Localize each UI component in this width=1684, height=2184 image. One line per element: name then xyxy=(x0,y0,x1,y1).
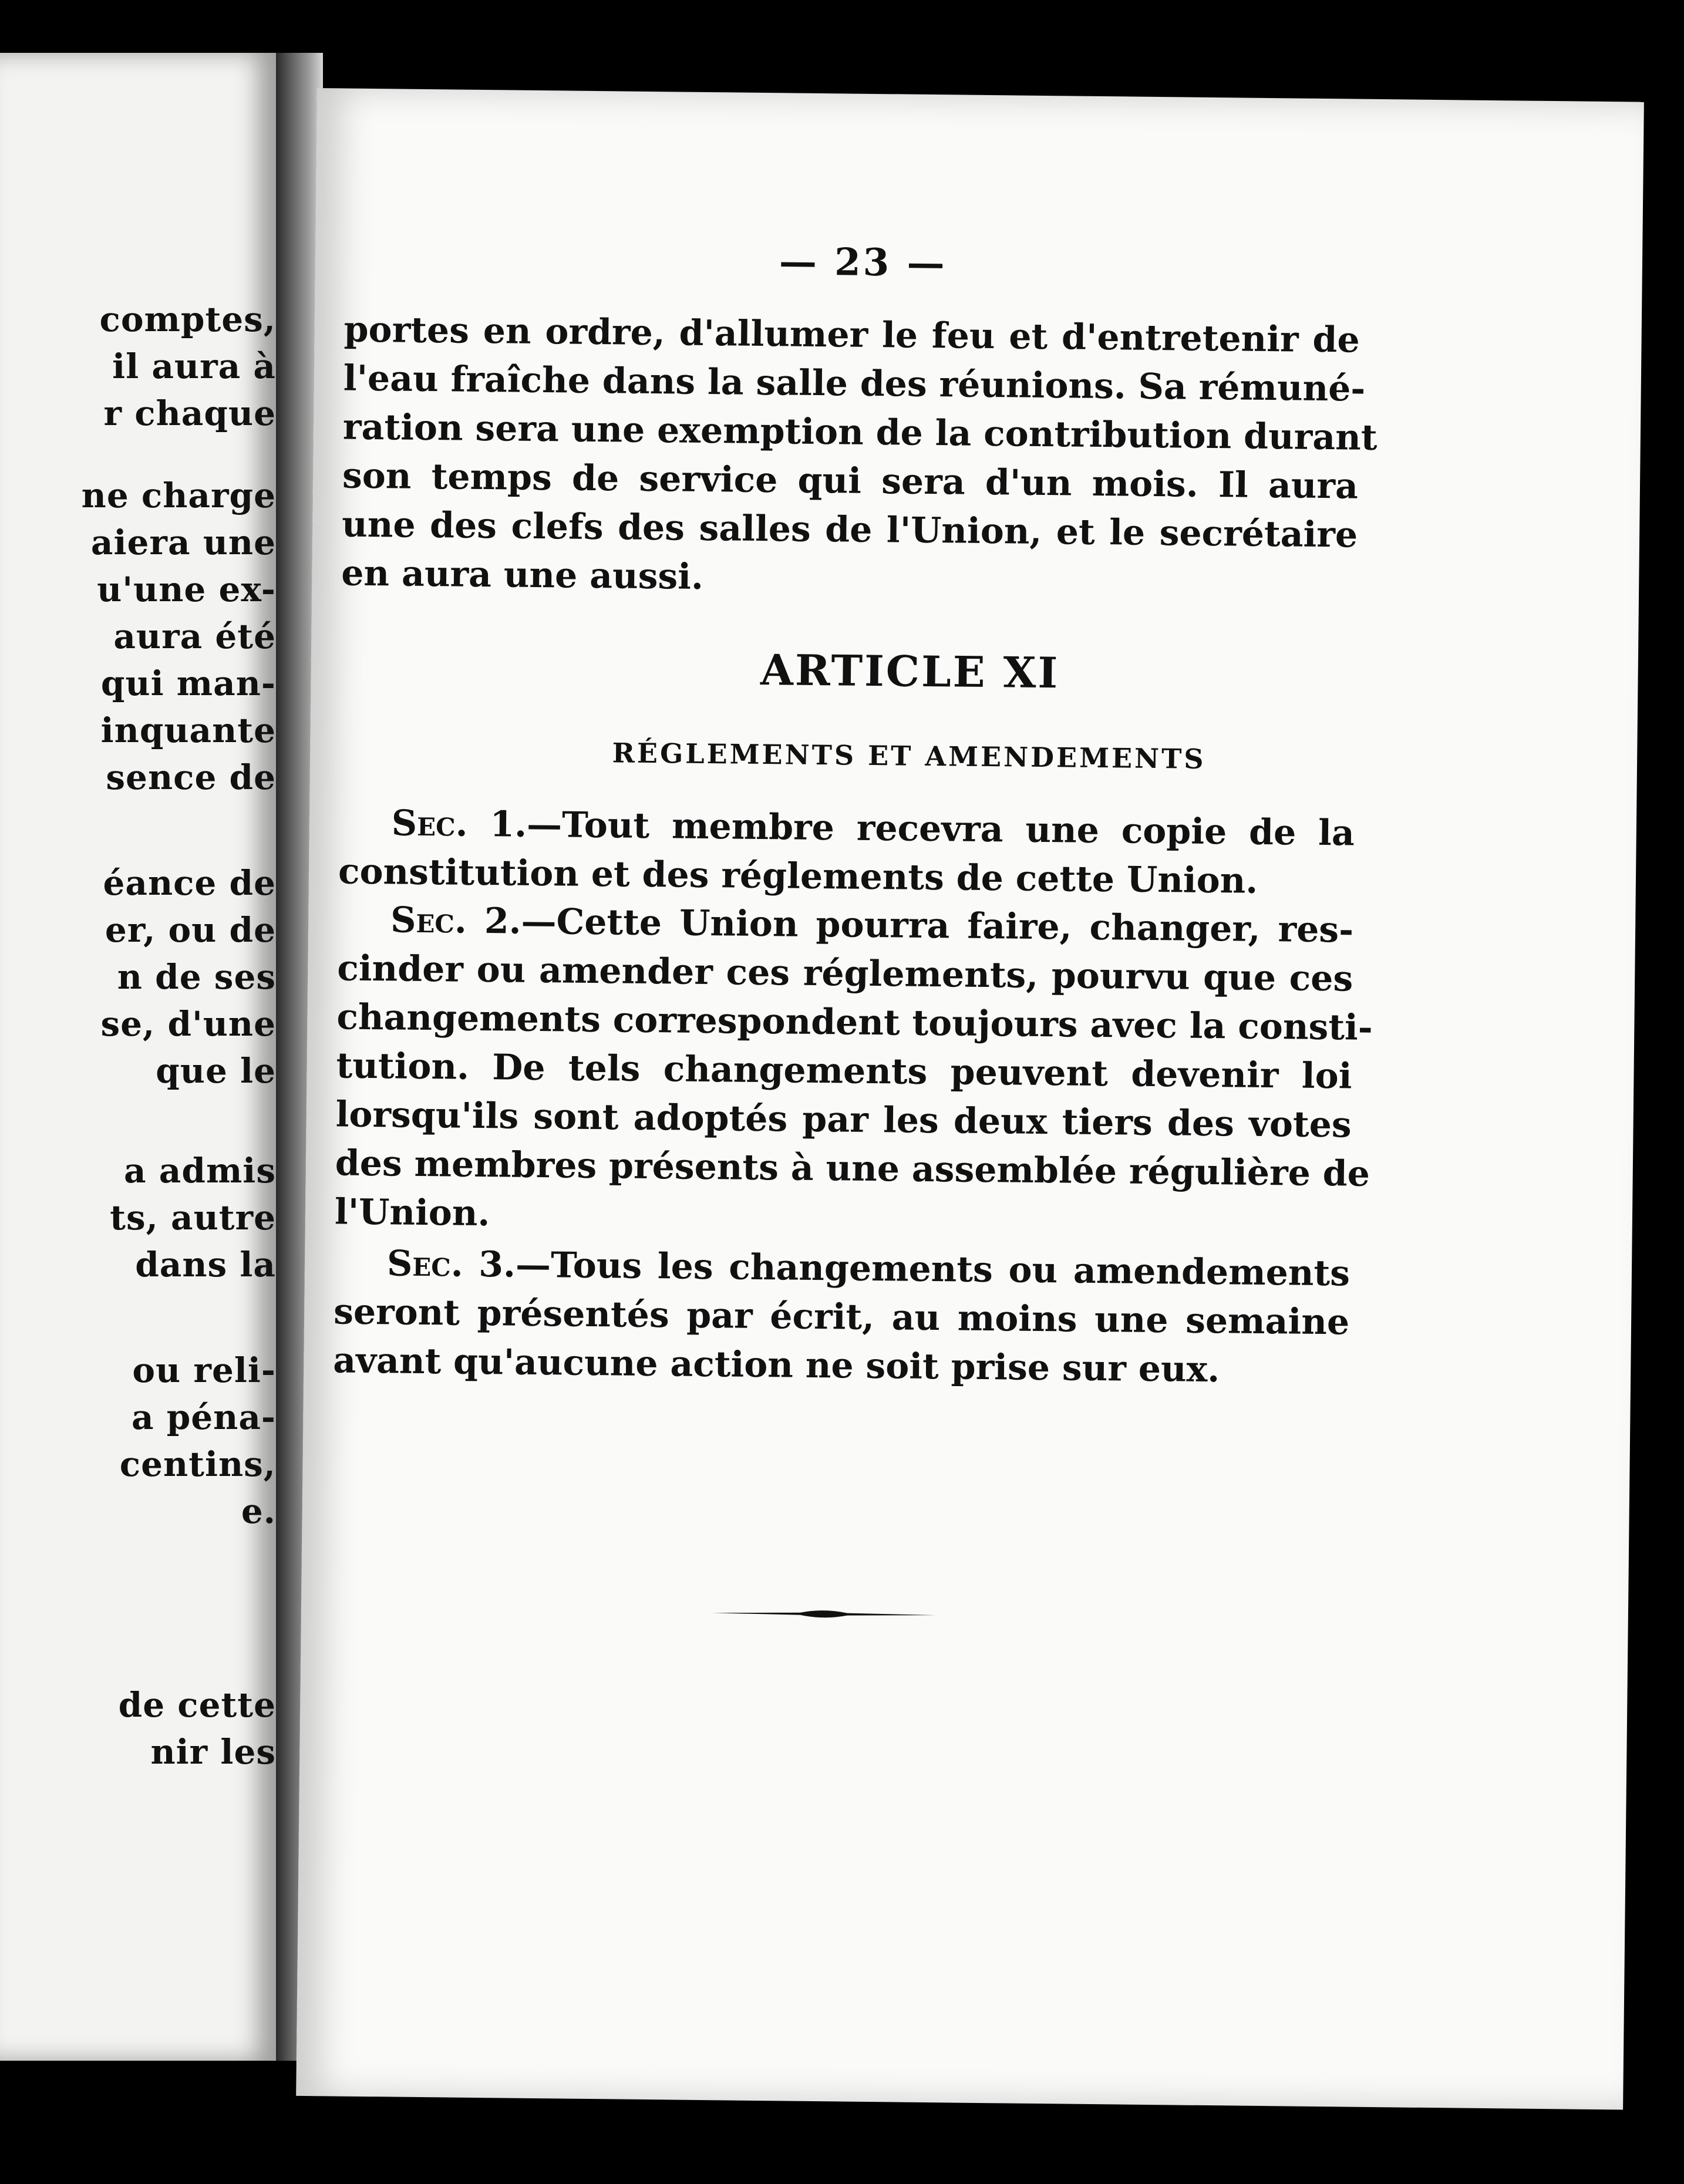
text-line: cinder ou amender ces réglements, pourvu que ces xyxy=(336,948,1353,1000)
text-line: en aura une aussi. xyxy=(341,552,704,598)
facing-page-line: u'une ex- xyxy=(97,569,276,609)
facing-page-line: r chaque xyxy=(103,393,276,433)
continued-paragraph xyxy=(341,306,1377,609)
section-first-line-text: —Tous les changements ou amendements xyxy=(515,1244,1350,1295)
facing-page-line: ou reli- xyxy=(132,1350,276,1390)
text-line: tution. De tels changements peuvent devenir loi xyxy=(336,1045,1352,1097)
section-label: Sec. 2. xyxy=(390,899,521,942)
section-first-line-text: —Cette Union pourra faire, changer, res- xyxy=(521,901,1354,951)
facing-page-line: aiera une xyxy=(90,523,276,562)
ornament-divider-icon xyxy=(712,1607,935,1621)
text-line: son temps de service qui sera d'un mois. Il aura xyxy=(342,455,1359,507)
section-2 xyxy=(334,895,1373,1247)
text-line: avant qu'aucune action ne soit prise sur eux. xyxy=(332,1340,1220,1391)
facing-page-line: sence de xyxy=(106,757,276,797)
facing-page-line: ne charge xyxy=(81,476,276,515)
facing-page-line: e. xyxy=(241,1491,276,1531)
page-23 xyxy=(296,88,1644,2109)
text-line: ration sera une exemption de la contribution durant xyxy=(342,406,1377,459)
facing-page-line: nir les xyxy=(150,1732,276,1772)
text-line: l'eau fraîche dans la salle des réunions. Sa rémuné- xyxy=(343,358,1366,410)
facing-page-line: er, ou de xyxy=(105,910,276,950)
text-line: changements correspondent toujours avec la consti- xyxy=(336,996,1373,1049)
facing-page-line: centins, xyxy=(119,1444,276,1484)
facing-page-line: éance de xyxy=(103,863,276,903)
facing-page-line: que le xyxy=(156,1051,276,1091)
facing-page-line: dans la xyxy=(135,1245,276,1285)
facing-page-left xyxy=(0,53,276,2061)
text-line: portes en ordre, d'allumer le feu et d'entretenir de xyxy=(343,309,1360,361)
text-line: l'Union. xyxy=(334,1191,490,1235)
facing-page-line: a admis xyxy=(124,1151,276,1191)
facing-page-line: ts, autre xyxy=(110,1198,276,1238)
facing-page-line: se, d'une xyxy=(100,1004,276,1044)
facing-page-line: aura été xyxy=(113,616,276,656)
text-line: une des clefs des salles de l'Union, et le secrétaire xyxy=(341,504,1358,556)
facing-page-line: n de ses xyxy=(117,957,276,997)
section-3 xyxy=(333,1239,1350,1396)
facing-page-line: comptes, xyxy=(99,299,276,339)
section-first-line-text: —Tout membre recevra une copie de la xyxy=(526,804,1355,854)
facing-page-line: inquante xyxy=(100,710,276,750)
section-1 xyxy=(338,798,1355,906)
facing-page-line: a péna- xyxy=(131,1397,276,1437)
page-number: — 23 — xyxy=(779,240,947,286)
section-label: Sec. 3. xyxy=(386,1243,516,1286)
section-label: Sec. 1. xyxy=(391,803,527,845)
article-title: ARTICLE XI xyxy=(760,644,1060,698)
facing-page-line: il aura à xyxy=(112,346,276,386)
facing-page-line: de cette xyxy=(118,1685,276,1725)
text-line: lorsqu'ils sont adoptés par les deux tiers des votes xyxy=(335,1094,1352,1146)
article-subtitle: RÉGLEMENTS ET AMENDEMENTS xyxy=(612,737,1206,775)
text-line: des membres présents à une assemblée régulière de xyxy=(335,1142,1370,1195)
facing-page-line: qui man- xyxy=(100,663,276,703)
text-line: constitution et des réglements de cette Union. xyxy=(338,851,1258,902)
text-line: seront présentés par écrit, au moins une semaine xyxy=(333,1291,1350,1343)
